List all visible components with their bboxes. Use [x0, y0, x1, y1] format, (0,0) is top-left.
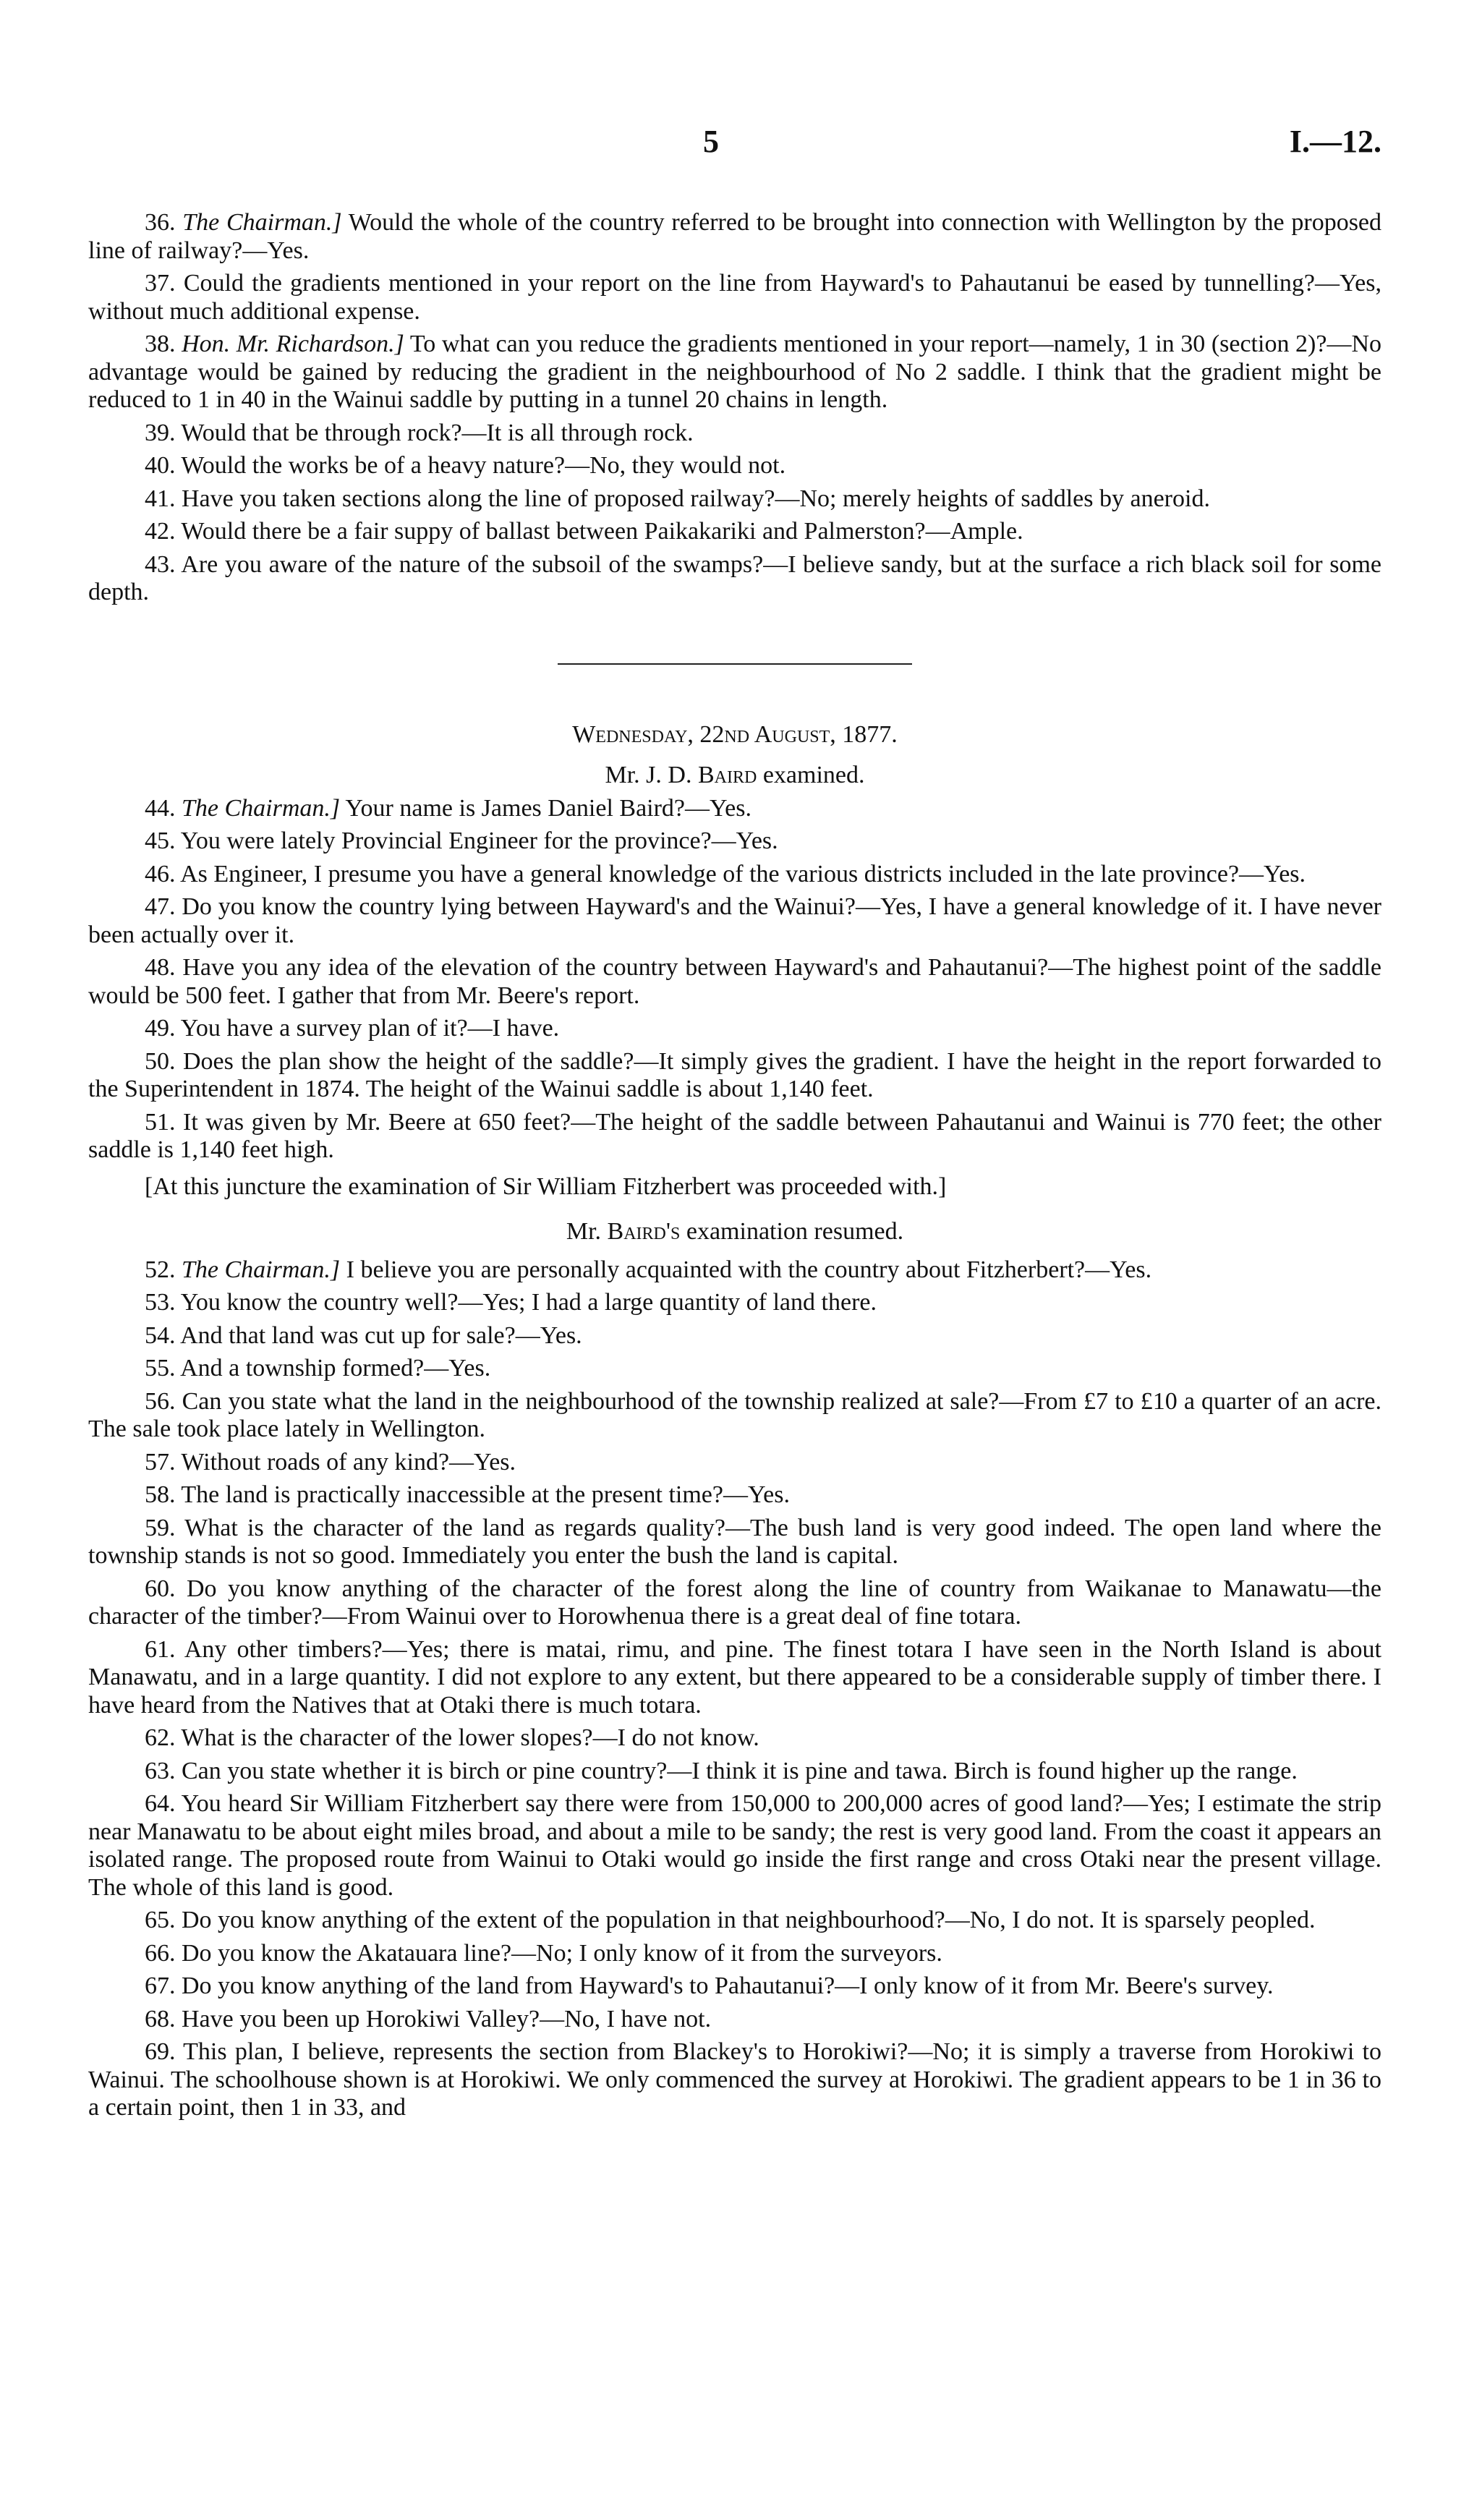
- witness-suffix: examined.: [762, 762, 865, 788]
- question-text: Would the whole of the country referred to be brought into connection with Wellington by the proposed line of railway?—Yes.: [88, 209, 1382, 264]
- question-number: 56.: [145, 1387, 176, 1415]
- question-text: You know the country well?—Yes; I had a large quantity of land there.: [180, 1289, 877, 1316]
- question-number: 58.: [145, 1481, 176, 1508]
- question-number: 63.: [145, 1757, 176, 1784]
- question-number: 38.: [145, 331, 176, 357]
- question-39: [88, 420, 1381, 448]
- question-number: 57.: [145, 1448, 176, 1476]
- question-number: 60.: [145, 1575, 176, 1602]
- question-number: 62.: [145, 1724, 176, 1751]
- question-68: [88, 2006, 1381, 2034]
- question-52: [88, 1256, 1381, 1285]
- question-55: [88, 1355, 1381, 1383]
- question-36: [88, 209, 1381, 265]
- question-number: 69.: [145, 2038, 176, 2065]
- question-text: Would there be a fair suppy of ballast between Paikakariki and Palmerston?—Ample.: [181, 518, 1023, 545]
- question-text: You heard Sir William Fitzherbert say there were from 150,000 to 200,000 acres of good land?—Yes; I estimate the strip near Manawatu to be about eight miles broad, and about a mile to be sandy; the rest is very good land. From the coast it appears an isolated range. The proposed route from Wainui to Otaki would go inside the first range and cross Otaki near the present village. The whole of this land is good.: [88, 1790, 1381, 1901]
- question-number: 39.: [145, 419, 176, 446]
- question-54: [88, 1322, 1381, 1350]
- witness-name: Baird: [697, 762, 757, 788]
- question-67: [88, 1972, 1381, 2001]
- bracket-note: [At this juncture the examination of Sir William Fitzherbert was proceeded with.]: [145, 1172, 947, 1200]
- question-69: [88, 2038, 1381, 2122]
- speaker-label: The Chairman.]: [182, 209, 342, 236]
- question-41: [88, 485, 1381, 514]
- question-44: [88, 795, 1381, 823]
- question-text: And a township formed?—Yes.: [180, 1355, 491, 1382]
- question-number: 68.: [145, 2005, 176, 2032]
- question-text: What is the character of the lower slopes?—I do not know.: [181, 1724, 759, 1751]
- question-text: Does the plan show the height of the saddle?—It simply gives the gradient. I have the height in the report forwarded to the Superintendent in 1874. The height of the Wainui saddle is about 1,140 feet.: [88, 1047, 1381, 1102]
- question-text: Are you aware of the nature of the subsoil of the swamps?—I believe sandy, but at the surface a rich black soil for some depth.: [88, 550, 1382, 605]
- question-text: Have you been up Horokiwi Valley?—No, I have not.: [182, 2005, 712, 2032]
- question-40: [88, 452, 1381, 480]
- date-heading: [88, 721, 1381, 749]
- resumed-heading: [88, 1218, 1381, 1246]
- question-61: [88, 1636, 1381, 1720]
- question-number: 40.: [145, 452, 176, 479]
- document-reference: I.—12.: [1289, 124, 1381, 159]
- question-63: [88, 1758, 1381, 1786]
- question-text: What is the character of the land as regards quality?—The bush land is very good indeed. The open land where the township stands is not so good. Immediately you enter the bush the land is capital.: [88, 1514, 1382, 1569]
- question-text: To what can you reduce the gradients mentioned in your report—namely, 1 in 30 (section 2)?—No advantage would be gained by reducing the gradient in the neighbourhood of No 2 saddle. I think that the gradient might be reduced to 1 in 40 in the Wainui saddle by putting in a tunnel 20 chains in length.: [88, 331, 1382, 413]
- question-57: [88, 1449, 1381, 1477]
- date-heading-text: Wednesday, 22nd August, 1877.: [572, 720, 898, 748]
- question-number: 42.: [145, 518, 176, 545]
- document-page: [88, 0, 1382, 2121]
- question-49: [88, 1015, 1381, 1043]
- question-46: [88, 861, 1381, 889]
- question-text: It was given by Mr. Beere at 650 feet?—The height of the saddle between Pahautanui and Wainui is 770 feet; the other saddle is 1,140 feet high.: [88, 1108, 1382, 1163]
- question-65: [88, 1907, 1381, 1935]
- speaker-label: The Chairman.]: [182, 1256, 341, 1283]
- question-number: 45.: [145, 827, 176, 854]
- question-text: Have you any idea of the elevation of the country between Hayward's and Pahautanui?—The highest point of the saddle would be 500 feet. I gather that from Mr. Beere's report.: [88, 954, 1382, 1009]
- question-text: I believe you are personally acquainted with the country about Fitzherbert?—Yes.: [346, 1256, 1152, 1283]
- question-text: You were lately Provincial Engineer for the province?—Yes.: [180, 827, 778, 854]
- question-text: Do you know anything of the extent of the population in that neighbourhood?—No, I do not. It is sparsely peopled.: [182, 1907, 1316, 1933]
- witness-heading: [88, 762, 1381, 790]
- question-53: [88, 1289, 1381, 1317]
- question-number: 53.: [145, 1289, 176, 1316]
- question-text: As Engineer, I presume you have a general knowledge of the various districts included in the late province?—Yes.: [180, 860, 1306, 887]
- question-text: Do you know the Akatauara line?—No; I only know of it from the surveyors.: [182, 1939, 942, 1967]
- question-number: 50.: [145, 1047, 176, 1075]
- question-text: You have a survey plan of it?—I have.: [180, 1015, 560, 1042]
- question-number: 67.: [145, 1972, 176, 1999]
- question-48: [88, 954, 1381, 1010]
- question-58: [88, 1481, 1381, 1510]
- question-number: 54.: [145, 1321, 176, 1349]
- testimony-section-3: [88, 1256, 1381, 2122]
- question-text: Do you know anything of the land from Hayward's to Pahautanui?—I only know of it from Mr. Beere's survey.: [182, 1972, 1274, 1999]
- question-42: [88, 518, 1381, 546]
- question-47: [88, 893, 1381, 949]
- page-number: 5: [703, 124, 719, 159]
- witness-prefix: Mr. J. D.: [605, 762, 692, 788]
- question-text: And that land was cut up for sale?—Yes.: [180, 1321, 582, 1349]
- question-number: 36.: [145, 209, 176, 236]
- question-number: 65.: [145, 1907, 176, 1933]
- resumed-prefix: Mr.: [566, 1218, 602, 1245]
- question-number: 43.: [145, 550, 176, 578]
- question-text: Have you taken sections along the line of proposed railway?—No; merely heights of saddles by aneroid.: [182, 485, 1210, 512]
- question-number: 46.: [145, 860, 176, 887]
- page-content: [88, 204, 1381, 2122]
- question-56: [88, 1388, 1381, 1444]
- question-text: This plan, I believe, represents the section from Blackey's to Horokiwi?—No; it is simply a traverse from Horokiwi to Wainui. The schoolhouse shown is at Horokiwi. We only commenced the survey at Horokiwi. The gradient appears to be 1 in 36 to a certain point, then 1 in 33, and: [88, 2038, 1382, 2121]
- testimony-section-1: [88, 209, 1381, 607]
- question-text: The land is practically inaccessible at the present time?—Yes.: [181, 1481, 790, 1508]
- speaker-label: The Chairman.]: [182, 794, 341, 822]
- testimony-section-2: [88, 795, 1381, 1165]
- question-60: [88, 1575, 1381, 1631]
- section-divider: [558, 663, 912, 665]
- question-text: Would the works be of a heavy nature?—No, they would not.: [181, 452, 786, 479]
- question-number: 41.: [145, 485, 176, 512]
- question-66: [88, 1940, 1381, 1968]
- question-text: Do you know the country lying between Hayward's and the Wainui?—Yes, I have a general knowledge of it. I have never been actually over it.: [88, 893, 1382, 948]
- question-number: 49.: [145, 1015, 176, 1042]
- question-38: [88, 331, 1381, 414]
- question-62: [88, 1724, 1381, 1753]
- question-text: Do you know anything of the character of the forest along the line of country from Waikanae to Manawatu—the character of the timber?—From Wainui over to Horowhenua there is a great deal of fine totara.: [88, 1575, 1382, 1630]
- question-text: Your name is James Daniel Baird?—Yes.: [345, 794, 751, 822]
- question-number: 66.: [145, 1939, 176, 1967]
- question-45: [88, 827, 1381, 856]
- resumed-suffix: examination resumed.: [686, 1218, 904, 1245]
- question-text: Can you state whether it is birch or pine country?—I think it is pine and tawa. Birch is found higher up the range.: [182, 1757, 1298, 1784]
- question-59: [88, 1515, 1381, 1570]
- question-text: Would that be through rock?—It is all through rock.: [181, 419, 694, 446]
- question-number: 64.: [145, 1790, 176, 1817]
- question-43: [88, 551, 1381, 607]
- question-number: 51.: [145, 1108, 176, 1136]
- question-number: 48.: [145, 954, 176, 981]
- question-number: 47.: [145, 893, 176, 920]
- question-50: [88, 1048, 1381, 1104]
- resumed-name: Baird's: [607, 1218, 681, 1245]
- question-51: [88, 1109, 1381, 1165]
- speaker-label: Hon. Mr. Richardson.]: [182, 331, 404, 357]
- question-64: [88, 1790, 1381, 1902]
- question-text: Any other timbers?—Yes; there is matai, rimu, and pine. The finest totara I have seen in the North Island is about Manawatu, and in a large quantity. I did not explore to any extent, but there appeared to be a considerable supply of timber there. I have heard from the Natives that at Otaki there is much totara.: [88, 1635, 1382, 1719]
- question-number: 59.: [145, 1514, 176, 1541]
- question-37: [88, 270, 1381, 325]
- question-text: Could the gradients mentioned in your report on the line from Hayward's to Pahautanui be eased by tunnelling?—Yes, without much additional expense.: [88, 270, 1381, 325]
- question-text: Without roads of any kind?—Yes.: [181, 1448, 516, 1476]
- question-number: 52.: [145, 1256, 176, 1283]
- question-text: Can you state what the land in the neighbourhood of the township realized at sale?—From £7 to £10 a quarter of an acre. The sale took place lately in Wellington.: [88, 1387, 1382, 1442]
- question-number: 37.: [145, 270, 176, 297]
- question-number: 55.: [145, 1355, 176, 1382]
- question-number: 44.: [145, 794, 176, 822]
- question-number: 61.: [145, 1635, 176, 1663]
- page-header: [88, 0, 1381, 159]
